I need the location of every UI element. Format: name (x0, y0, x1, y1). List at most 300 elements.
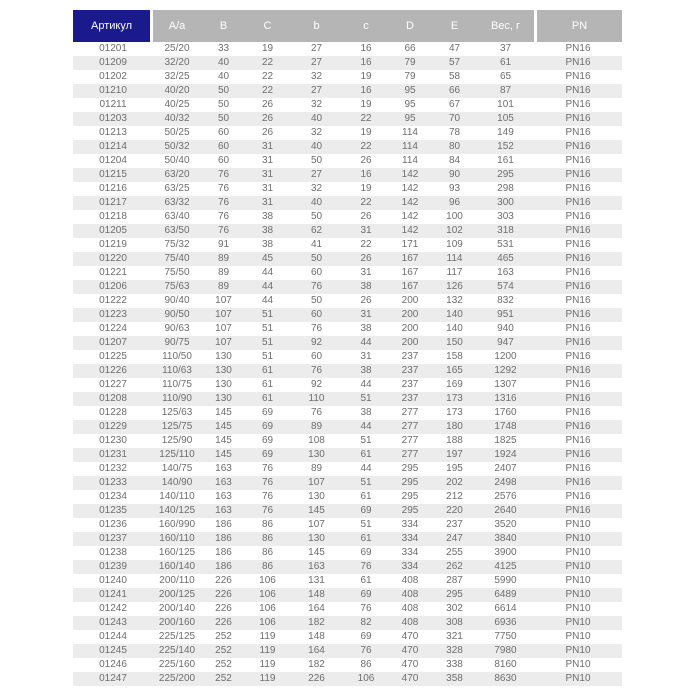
table-cell: 7980 (494, 645, 517, 656)
table-row (73, 672, 622, 686)
table-row (73, 126, 622, 140)
table-cell: 32 (310, 183, 323, 194)
table-cell: 89 (310, 463, 323, 474)
table-cell: 95 (404, 113, 416, 124)
col-header-weight: Вес, г (477, 10, 534, 42)
table-cell: 140 (446, 323, 463, 334)
table-row (73, 336, 622, 350)
table-cell: 50/32 (164, 141, 190, 152)
table-cell: 574 (497, 281, 514, 292)
table-cell: 51 (360, 519, 372, 530)
table-cell: 38 (360, 407, 372, 418)
table-cell: PN16 (565, 43, 591, 54)
table-row (73, 574, 622, 588)
table-cell: 60 (310, 267, 323, 278)
table-cell: 01239 (99, 561, 127, 572)
table-cell: 225/160 (158, 659, 196, 670)
table-cell: 51 (261, 351, 274, 362)
table-cell: 69 (261, 435, 274, 446)
table-cell: 107 (308, 519, 325, 530)
table-row (73, 294, 622, 308)
table-cell: 114 (402, 141, 418, 152)
table-cell: 114 (446, 253, 463, 264)
table-cell: 50 (217, 113, 230, 124)
table-cell: 1760 (494, 407, 517, 418)
table-cell: 200 (401, 309, 419, 320)
table-cell: 60 (310, 351, 323, 362)
table-cell: 01210 (99, 85, 127, 96)
table-cell: 91 (217, 239, 230, 250)
table-cell: 130 (215, 365, 232, 376)
table-cell: 16 (360, 169, 372, 180)
table-cell: 408 (401, 603, 419, 614)
table-cell: 01240 (99, 575, 127, 586)
table-cell: 107 (215, 323, 232, 334)
table-cell: 106 (259, 617, 276, 628)
table-cell: 334 (401, 519, 419, 530)
table-cell: 295 (401, 505, 419, 516)
table-cell: 125/110 (159, 449, 195, 460)
table-cell: 220 (446, 505, 463, 516)
table-cell: 01202 (99, 71, 127, 82)
table-cell: 58 (448, 71, 461, 82)
table-cell: 173 (446, 393, 463, 404)
table-cell: PN10 (565, 603, 591, 614)
table-row (73, 532, 622, 546)
col-header-c-upper: C (246, 10, 289, 42)
table-cell: 31 (261, 183, 274, 194)
table-cell: PN10 (565, 673, 591, 684)
table-cell: 142 (401, 225, 419, 236)
table-cell: 01217 (99, 197, 127, 208)
table-cell: 119 (259, 631, 276, 642)
table-cell: 61 (360, 533, 372, 544)
table-cell: 107 (215, 337, 232, 348)
table-cell: 01229 (99, 421, 127, 432)
table-row (73, 182, 622, 196)
table-cell: 200/160 (158, 617, 196, 628)
table-cell: PN16 (565, 351, 591, 362)
table-cell: 75/32 (164, 239, 190, 250)
table-cell: 01233 (99, 477, 127, 488)
table-cell: 470 (401, 659, 419, 670)
table-cell: PN16 (565, 57, 591, 68)
table-cell: 277 (401, 449, 419, 460)
table-cell: 130 (308, 533, 325, 544)
col-header-a-over-a: A/a (153, 10, 201, 42)
table-cell: PN16 (565, 197, 591, 208)
table-row (73, 112, 622, 126)
table-cell: 01243 (99, 617, 127, 628)
table-cell: 107 (215, 309, 232, 320)
table-cell: 78 (448, 127, 461, 138)
table-cell: 61 (360, 491, 372, 502)
table-cell: 61 (261, 365, 274, 376)
table-cell: 44 (360, 379, 372, 390)
col-header-article: Артикул (73, 10, 153, 42)
table-cell: 145 (215, 407, 232, 418)
table-cell: 40 (310, 141, 323, 152)
table-cell: 186 (215, 547, 232, 558)
table-cell: 3840 (494, 533, 517, 544)
table-row (73, 378, 622, 392)
table-cell: PN16 (565, 379, 591, 390)
table-cell: PN10 (565, 533, 591, 544)
table-cell: PN16 (565, 309, 591, 320)
table-cell: 1292 (494, 365, 517, 376)
table-cell: 22 (360, 239, 372, 250)
table-cell: 226 (308, 673, 325, 684)
table-cell: 01230 (99, 435, 127, 446)
table-cell: 01234 (99, 491, 127, 502)
table-cell: 26 (360, 253, 372, 264)
table-cell: 19 (360, 71, 372, 82)
table-cell: 252 (215, 673, 232, 684)
table-cell: 110/50 (162, 351, 192, 362)
table-cell: PN16 (565, 323, 591, 334)
table-row (73, 140, 622, 154)
table-cell: 295 (401, 477, 419, 488)
table-row (73, 98, 622, 112)
table-cell: 90 (448, 169, 461, 180)
table-cell: 01231 (99, 449, 127, 460)
table-row (73, 84, 622, 98)
table-row (73, 350, 622, 364)
table-cell: 76 (310, 365, 323, 376)
table-cell: 119 (259, 659, 276, 670)
table-cell: 107 (215, 295, 232, 306)
table-cell: 171 (401, 239, 419, 250)
table-cell: 01238 (99, 547, 127, 558)
table-cell: 295 (401, 463, 419, 474)
table-cell: 01236 (99, 519, 127, 530)
table-cell: 32 (310, 127, 323, 138)
table-cell: 01214 (99, 141, 127, 152)
table-cell: 60 (217, 155, 230, 166)
table-cell: 105 (497, 113, 514, 124)
table-cell: 80 (448, 141, 461, 152)
table-cell: 50/40 (164, 155, 190, 166)
table-cell: 195 (446, 463, 463, 474)
col-header-b-lower: b (289, 10, 344, 42)
table-cell: 61 (261, 393, 274, 404)
table-cell: 173 (446, 407, 463, 418)
table-cell: 125/75 (161, 421, 193, 432)
table-cell: 16 (360, 43, 372, 54)
table-cell: 164 (308, 603, 325, 614)
table-cell: 277 (401, 407, 419, 418)
table-cell: 167 (401, 267, 419, 278)
table-cell: 531 (497, 239, 514, 250)
table-cell: 31 (360, 225, 372, 236)
table-cell: 76 (261, 491, 274, 502)
table-cell: 84 (448, 155, 461, 166)
table-cell: PN16 (565, 169, 591, 180)
table-cell: 01221 (99, 267, 127, 278)
table-cell: 8630 (494, 673, 517, 684)
table-row (73, 518, 622, 532)
table-cell: 50 (310, 155, 323, 166)
table-cell: 32/25 (164, 71, 190, 82)
table-cell: 237 (401, 393, 419, 404)
table-cell: 69 (360, 589, 372, 600)
table-cell: 408 (401, 575, 419, 586)
table-row (73, 210, 622, 224)
table-cell: PN16 (565, 407, 591, 418)
table-cell: 01208 (99, 393, 127, 404)
table-row (73, 616, 622, 630)
table-cell: 149 (497, 127, 514, 138)
table-cell: 940 (497, 323, 514, 334)
table-cell: 1748 (494, 421, 517, 432)
table-cell: 01204 (99, 155, 127, 166)
table-cell: 107 (308, 477, 325, 488)
table-cell: 237 (401, 379, 419, 390)
table-cell: 303 (497, 211, 514, 222)
table-cell: 200 (401, 323, 419, 334)
table-cell: 167 (401, 253, 419, 264)
table-cell: PN10 (565, 659, 591, 670)
table-cell: 51 (261, 337, 274, 348)
table-cell: 110/90 (162, 393, 192, 404)
table-row (73, 504, 622, 518)
col-header-pn: PN (534, 10, 622, 42)
table-row (73, 434, 622, 448)
table-cell: 89 (217, 253, 230, 264)
table-cell: 22 (360, 197, 372, 208)
table-cell: 470 (401, 645, 419, 656)
table-row (73, 266, 622, 280)
table-cell: 86 (360, 659, 372, 670)
table-cell: 01247 (99, 673, 127, 684)
table-cell: 96 (448, 197, 461, 208)
table-cell: 19 (360, 127, 372, 138)
table-cell: 01227 (99, 379, 127, 390)
table-cell: 200/125 (158, 589, 196, 600)
table-cell: 01244 (99, 631, 127, 642)
table-cell: 27 (310, 169, 323, 180)
table-cell: 142 (401, 197, 419, 208)
table-cell: 132 (446, 295, 463, 306)
table-cell: 7750 (494, 631, 517, 642)
table-cell: 338 (446, 659, 463, 670)
table-cell: 57 (448, 57, 461, 68)
table-cell: 140/90 (161, 477, 193, 488)
table-cell: 106 (259, 589, 276, 600)
table-cell: 76 (360, 561, 372, 572)
table-cell: 140/110 (159, 491, 195, 502)
table-cell: 50 (310, 211, 323, 222)
table-cell: 119 (259, 645, 276, 656)
table-cell: 90/63 (164, 323, 190, 334)
table-cell: 31 (261, 197, 274, 208)
table-cell: 226 (215, 603, 232, 614)
table-cell: 163 (215, 463, 232, 474)
table-cell: 75/50 (164, 267, 190, 278)
table-cell: 408 (401, 617, 419, 628)
table-cell: 186 (215, 533, 232, 544)
table-cell: PN16 (565, 449, 591, 460)
header-row (73, 10, 622, 42)
table-row (73, 252, 622, 266)
table-cell: 25/20 (164, 43, 190, 54)
table-cell: 69 (360, 631, 372, 642)
table-cell: 61 (360, 575, 372, 586)
table-cell: 76 (360, 645, 372, 656)
table-cell: 01205 (99, 225, 127, 236)
table-cell: PN16 (565, 393, 591, 404)
table-cell: 60 (217, 127, 230, 138)
table-cell: PN16 (565, 127, 591, 138)
table-cell: 237 (401, 365, 419, 376)
table-row (73, 476, 622, 490)
table-cell: 01211 (99, 99, 127, 110)
table-cell: 62 (310, 225, 323, 236)
table-cell: 76 (310, 281, 323, 292)
table-row (73, 322, 622, 336)
table-cell: 318 (497, 225, 514, 236)
table-cell: PN16 (565, 155, 591, 166)
table-cell: 01225 (99, 351, 127, 362)
table-cell: 92 (310, 379, 323, 390)
table-cell: 67 (448, 99, 461, 110)
table-cell: 40/25 (164, 99, 190, 110)
table-cell: 76 (217, 211, 230, 222)
table-cell: PN16 (565, 365, 591, 376)
col-header-b-upper: B (201, 10, 246, 42)
table-cell: PN16 (565, 71, 591, 82)
table-cell: 200/140 (158, 603, 196, 614)
table-cell: 1825 (494, 435, 517, 446)
table-cell: 01245 (99, 645, 127, 656)
table-row (73, 196, 622, 210)
table-cell: 262 (446, 561, 463, 572)
table-cell: 102 (446, 225, 463, 236)
table-cell: 26 (360, 295, 372, 306)
table-cell: 33 (217, 43, 230, 54)
table-cell: 32/20 (164, 57, 190, 68)
table-row (73, 560, 622, 574)
table-row (73, 42, 622, 56)
table-cell: 110/75 (162, 379, 192, 390)
table-cell: 140/125 (158, 505, 196, 516)
table-cell: 01222 (99, 295, 127, 306)
table-cell: 277 (401, 421, 419, 432)
table-cell: 60 (217, 141, 230, 152)
table-cell: 01232 (99, 463, 127, 474)
table-cell: 298 (497, 183, 514, 194)
table-cell: 50 (217, 85, 230, 96)
table-cell: 252 (215, 645, 232, 656)
table-row (73, 280, 622, 294)
table-cell: 145 (308, 547, 325, 558)
table-cell: 226 (215, 617, 232, 628)
table-cell: 130 (215, 393, 232, 404)
table-cell: 44 (360, 337, 372, 348)
table-cell: 1200 (494, 351, 517, 362)
table-cell: 130 (215, 379, 232, 390)
table-cell: 92 (310, 337, 323, 348)
table-row (73, 546, 622, 560)
table-cell: 63/25 (164, 183, 190, 194)
table-cell: 90/75 (164, 337, 190, 348)
table-cell: 31 (360, 351, 372, 362)
table-cell: 2640 (494, 505, 517, 516)
table-cell: 76 (217, 183, 230, 194)
table-cell: PN16 (565, 435, 591, 446)
table-cell: 01235 (99, 505, 127, 516)
table-cell: 308 (446, 617, 463, 628)
table-cell: 01218 (99, 211, 127, 222)
table-cell: PN10 (565, 617, 591, 628)
table-cell: 3520 (494, 519, 517, 530)
table-cell: 66 (448, 85, 461, 96)
table-cell: 01216 (99, 183, 127, 194)
table-cell: PN16 (565, 253, 591, 264)
table-cell: 277 (401, 435, 419, 446)
table-cell: 01215 (99, 169, 127, 180)
table-cell: 200 (401, 295, 419, 306)
table-cell: 69 (261, 449, 274, 460)
table-cell: PN16 (565, 225, 591, 236)
table-cell: 37 (499, 43, 512, 54)
table-cell: 26 (261, 99, 274, 110)
table-row (73, 168, 622, 182)
table-cell: 44 (360, 463, 372, 474)
table-cell: 66 (404, 43, 416, 54)
table-row (73, 644, 622, 658)
table-cell: 6489 (494, 589, 517, 600)
table-cell: 31 (360, 309, 372, 320)
table-cell: 186 (215, 561, 232, 572)
table-cell: 38 (360, 365, 372, 376)
table-cell: PN16 (565, 183, 591, 194)
table-cell: 470 (401, 673, 419, 684)
table-cell: 44 (360, 421, 372, 432)
table-cell: 140/75 (161, 463, 193, 474)
table-cell: PN16 (565, 267, 591, 278)
table-row (73, 448, 622, 462)
table-cell: 69 (360, 505, 372, 516)
table-cell: 247 (446, 533, 463, 544)
table-cell: 125/63 (161, 407, 193, 418)
table-cell: 334 (401, 547, 419, 558)
table-cell: 01207 (99, 337, 127, 348)
table-row (73, 588, 622, 602)
table-cell: PN16 (565, 295, 591, 306)
table-cell: 40/20 (164, 85, 190, 96)
table-cell: 334 (401, 533, 419, 544)
table-cell: 321 (446, 631, 463, 642)
table-cell: 01209 (99, 57, 127, 68)
table-cell: 51 (261, 323, 274, 334)
table-cell: 119 (259, 673, 276, 684)
table-cell: 100 (446, 211, 463, 222)
table-cell: 2576 (494, 491, 517, 502)
table-cell: 22 (261, 85, 274, 96)
table-cell: PN16 (565, 113, 591, 124)
table-cell: 76 (261, 505, 274, 516)
table-cell: 95 (404, 85, 416, 96)
table-cell: 117 (446, 267, 463, 278)
table-cell: 300 (497, 197, 514, 208)
table-cell: 44 (261, 267, 274, 278)
table-cell: 237 (401, 351, 419, 362)
table-cell: 50 (310, 253, 323, 264)
table-cell: 89 (217, 267, 230, 278)
table-cell: 951 (497, 309, 514, 320)
table-cell: 27 (310, 57, 323, 68)
